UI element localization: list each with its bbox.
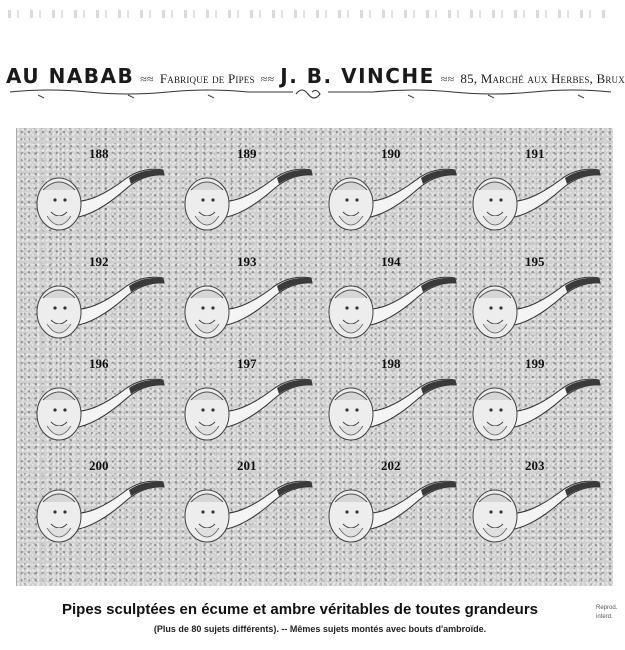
pipe-number: 193 xyxy=(237,254,257,269)
carved-pipe-illustration xyxy=(465,160,605,246)
pipe-number: 195 xyxy=(525,254,545,269)
pipe-item xyxy=(29,356,169,460)
carved-pipe-illustration xyxy=(29,472,169,558)
side-note-line: interd. xyxy=(596,614,613,620)
caption-title: Pipes sculptées en écume et ambre véritables de toutes grandeurs xyxy=(61,601,538,618)
pipe-number: 197 xyxy=(237,356,257,371)
maker-name: J. B. VINCHE xyxy=(280,64,435,88)
pipe-number: 190 xyxy=(381,146,401,161)
pipe-number: 199 xyxy=(525,356,545,371)
pipe-number: 200 xyxy=(89,458,109,473)
pipe-item xyxy=(29,254,169,358)
carved-pipe-illustration xyxy=(465,370,605,456)
pipe-item xyxy=(321,458,461,562)
pipe-catalog-plate xyxy=(16,128,613,586)
print-bleed-noise xyxy=(8,10,608,18)
carved-pipe-illustration xyxy=(177,160,317,246)
carved-pipe-illustration xyxy=(177,370,317,456)
pipe-item xyxy=(465,254,605,358)
carved-pipe-illustration xyxy=(177,472,317,558)
pipe-number: 202 xyxy=(381,458,401,473)
pipe-item xyxy=(465,356,605,460)
pipe-number: 188 xyxy=(89,146,109,161)
carved-pipe-illustration xyxy=(177,268,317,354)
carved-pipe-illustration xyxy=(321,268,461,354)
pipe-item xyxy=(177,254,317,358)
pipe-number: 198 xyxy=(381,356,401,371)
pipe-item xyxy=(29,146,169,250)
carved-pipe-illustration xyxy=(321,472,461,558)
pipe-item xyxy=(321,356,461,460)
carved-pipe-illustration xyxy=(29,370,169,456)
shop-name: AU NABAB xyxy=(6,64,135,88)
carved-pipe-illustration xyxy=(465,472,605,558)
pipe-item xyxy=(177,146,317,250)
side-note-line: Reprod. xyxy=(596,605,618,611)
pipe-number: 192 xyxy=(89,254,109,269)
carved-pipe-illustration xyxy=(29,160,169,246)
carved-pipe-illustration xyxy=(465,268,605,354)
pipe-item xyxy=(177,356,317,460)
caption-subtitle: (Plus de 80 sujets différents). -- Mêmes sujets montés avec bouts d'ambroïde. xyxy=(153,624,487,634)
pipe-item xyxy=(321,146,461,250)
pipe-number: 194 xyxy=(381,254,401,269)
separator-ornament: ≈≈ xyxy=(140,72,154,86)
reproduction-note xyxy=(596,604,624,622)
pipe-item xyxy=(177,458,317,562)
pipe-item xyxy=(465,146,605,250)
separator-ornament: ≈≈ xyxy=(440,72,455,86)
carved-pipe-illustration xyxy=(321,160,461,246)
pipe-number: 203 xyxy=(525,458,545,473)
address: 85, Marché aux Herbes, Brux xyxy=(460,71,625,86)
separator-ornament: ≈≈ xyxy=(260,72,275,86)
carved-pipe-illustration xyxy=(321,370,461,456)
pipe-item xyxy=(29,458,169,562)
pipe-number: 189 xyxy=(237,146,257,161)
carved-pipe-illustration xyxy=(29,268,169,354)
pipe-item xyxy=(465,458,605,562)
pipe-number: 191 xyxy=(525,146,545,161)
trade-label: Fabrique de Pipes xyxy=(159,71,255,86)
pipe-item xyxy=(321,254,461,358)
pipe-number: 196 xyxy=(89,356,109,371)
flourish-rule xyxy=(8,86,613,102)
pipe-number: 201 xyxy=(237,458,257,473)
